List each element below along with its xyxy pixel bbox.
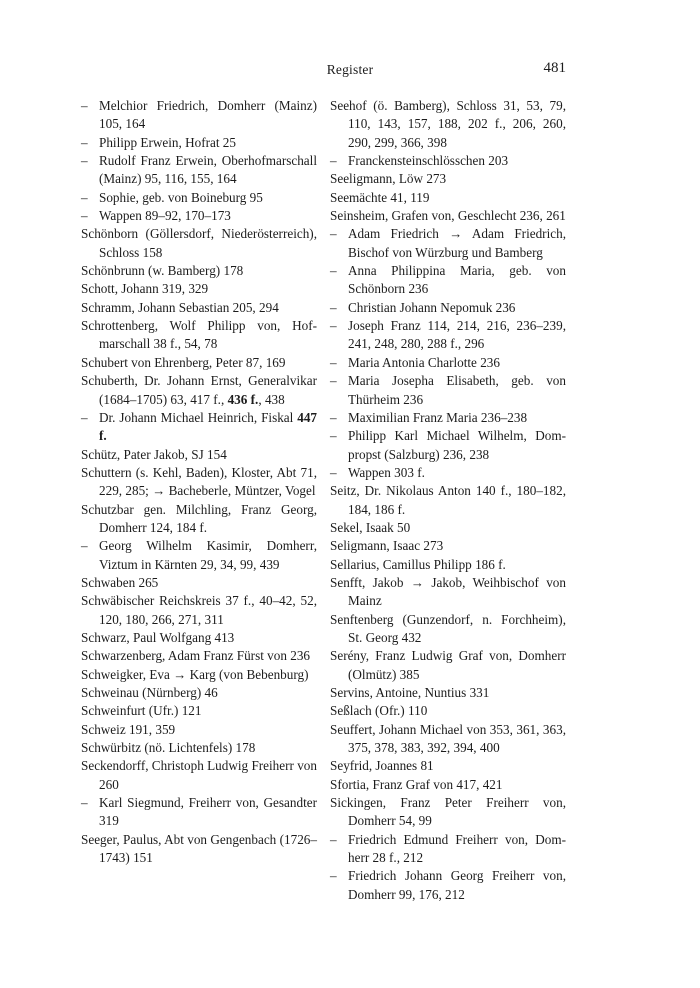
- index-subentry: [81, 409, 317, 446]
- index-entry: [330, 207, 566, 225]
- entry-text: Schwarzenberg, Adam Franz Fürst von 236: [81, 648, 311, 664]
- index-entry: [81, 262, 317, 280]
- index-entry: [81, 629, 317, 647]
- entry-text: Karl Siegmund, Freiherr von, Gesandter 319: [99, 795, 317, 829]
- subentry-dash: –: [330, 373, 337, 389]
- entry-text: Adam Friedrich → Adam Friedrich, Bischof von Würzburg und Bamberg: [348, 226, 566, 260]
- subentry-dash: –: [330, 428, 337, 444]
- running-header: Register: [326, 62, 374, 77]
- entry-text: Schramm, Johann Sebastian 205, 294: [81, 299, 279, 315]
- index-entry: [330, 189, 566, 207]
- entry-text: Christian Johann Nepomuk 236: [348, 299, 516, 315]
- entry-text: Sellarius, Camillus Philipp 186 f.: [330, 556, 506, 572]
- index-subentry: [330, 354, 566, 372]
- entry-text: Georg Wilhelm Kasimir, Domherr, Viztum in Kärnten 29, 34, 99, 439: [99, 538, 317, 572]
- entry-text: Maria Antonia Charlotte 236: [348, 354, 500, 370]
- entry-main-reference: 447 f.: [99, 409, 317, 444]
- index-entry: [81, 446, 317, 464]
- index-entry: [330, 684, 566, 702]
- entry-text: Friedrich Edmund Freiherr von, Domherr 28 f., 212: [348, 831, 566, 866]
- index-entry: [81, 354, 317, 372]
- index-entry: [330, 794, 566, 831]
- entry-text: Servins, Antoine, Nuntius 331: [330, 685, 490, 700]
- index-subentry: [81, 97, 317, 134]
- entry-text: Seeligmann, Löw 273: [330, 171, 447, 187]
- entry-text: Schwäbischer Reichskreis 37 f., 40–42, 52, 120, 180, 266, 271, 311: [81, 593, 317, 627]
- entry-text: Maria Josepha Elisabeth, geb. von Thürheim 236: [348, 373, 566, 407]
- entry-text: Schrottenberg, Wolf Philipp von, Hofmarschall 38 f., 54, 78: [81, 318, 317, 352]
- index-subentry: [330, 427, 566, 464]
- entry-text: Schwaben 265: [81, 574, 159, 590]
- entry-text: Wappen 303 f.: [348, 464, 425, 480]
- index-subentry: [330, 867, 566, 904]
- entry-text: Seehof (ö. Bamberg), Schloss 31, 53, 79, 110, 143, 157, 188, 202 f., 206, 260, 290, 299, 366, 398: [330, 98, 566, 150]
- entry-text: Seckendorff, Christoph Ludwig Freiherr von 260: [81, 758, 317, 792]
- index-entry: [330, 702, 566, 720]
- entry-text: Schott, Johann 319, 329: [81, 281, 209, 297]
- entry-text: Sophie, geb. von Boineburg 95: [99, 189, 263, 205]
- entry-text: Schuttern (s. Kehl, Baden), Kloster, Abt 71, 229, 285; → Bacheberle, Müntzer, Vogel: [81, 464, 317, 499]
- subentry-dash: –: [81, 98, 88, 113]
- entry-text: Schubert von Ehrenberg, Peter 87, 169: [81, 354, 286, 370]
- index-entry: [330, 647, 566, 684]
- index-entry: [330, 97, 566, 152]
- entry-text: Seligmann, Isaac 273: [330, 538, 444, 554]
- index-entry: [81, 372, 317, 409]
- index-entry: [81, 225, 317, 262]
- index-column-right: [330, 97, 566, 904]
- subentry-dash: –: [81, 189, 88, 205]
- entry-text: Seßlach (Ofr.) 110: [330, 703, 428, 719]
- index-entry: [81, 721, 317, 739]
- subentry-dash: –: [330, 299, 337, 315]
- index-entry: [81, 647, 317, 665]
- index-column-left: [81, 97, 317, 867]
- subentry-dash: –: [81, 153, 88, 169]
- entry-text: Friedrich Johann Georg Freiherr von, Domherr 99, 176, 212: [348, 868, 566, 902]
- index-entry: [81, 574, 317, 592]
- entry-text: Joseph Franz 114, 214, 216, 236–239, 241, 248, 280, 288 f., 296: [348, 318, 566, 352]
- index-subentry: [81, 537, 317, 574]
- entry-text: Seemächte 41, 119: [330, 189, 430, 205]
- entry-text: Serény, Franz Ludwig Graf von, Domherr (Olmütz) 385: [330, 648, 566, 682]
- entry-text: Schweiz 191, 359: [81, 721, 176, 737]
- entry-text: Franckensteinschlösschen 203: [348, 153, 509, 169]
- entry-text: Maximilian Franz Maria 236–238: [348, 409, 528, 425]
- entry-text: Wappen 89–92, 170–173: [99, 208, 231, 224]
- entry-text: Senfft, Jakob → Jakob, Weihbischof von Mainz: [330, 574, 566, 609]
- index-subentry: [330, 317, 566, 354]
- entry-text: Seitz, Dr. Nikolaus Anton 140 f., 180–182, 184, 186 f.: [330, 483, 566, 517]
- index-entry: [330, 721, 566, 758]
- subentry-dash: –: [81, 409, 88, 425]
- entry-text: Seinsheim, Grafen von, Geschlecht 236, 261: [330, 208, 566, 224]
- index-subentry: [81, 152, 317, 189]
- index-entry: [81, 757, 317, 794]
- index-entry: [330, 537, 566, 555]
- entry-text: Schütz, Pater Jakob, SJ 154: [81, 446, 227, 462]
- index-subentry: [330, 831, 566, 868]
- index-subentry: [330, 464, 566, 482]
- index-subentry: [81, 134, 317, 152]
- entry-text: Seyfrid, Joannes 81: [330, 758, 434, 774]
- subentry-dash: –: [330, 153, 337, 169]
- index-entry: [81, 831, 317, 868]
- index-entry: [81, 739, 317, 757]
- entry-text: Schutzbar gen. Milchling, Franz Georg, Domherr 124, 184 f.: [81, 501, 317, 535]
- subentry-dash: –: [81, 795, 88, 811]
- index-entry: [81, 317, 317, 354]
- entry-text: Schuberth, Dr. Johann Ernst, Generalvikar (1684–1705) 63, 417 f.,: [81, 373, 317, 407]
- entry-text: Schweigker, Eva → Karg (von Bebenburg): [81, 666, 309, 682]
- index-entry: [330, 776, 566, 794]
- subentry-dash: –: [330, 318, 337, 334]
- index-subentry: [81, 189, 317, 207]
- index-entry: [330, 757, 566, 775]
- index-entry: [330, 556, 566, 574]
- entry-text: Schwürbitz (nö. Lichtenfels) 178: [81, 740, 256, 756]
- index-entry: [330, 482, 566, 519]
- index-subentry: [81, 794, 317, 831]
- subentry-dash: –: [330, 831, 337, 847]
- index-entry: [81, 299, 317, 317]
- entry-text: Sekel, Isaak 50: [330, 519, 411, 535]
- page-number: 481: [543, 60, 566, 76]
- entry-text-after: , 438: [258, 391, 285, 407]
- index-entry: [330, 170, 566, 188]
- entry-text: Schweinau (Nürnberg) 46: [81, 685, 218, 700]
- subentry-dash: –: [330, 263, 337, 279]
- entry-text: Sickingen, Franz Peter Freiherr von, Domherr 54, 99: [330, 795, 566, 829]
- index-subentry: [330, 262, 566, 299]
- entry-text: Philipp Karl Michael Wilhelm, Dompropst (Salzburg) 236, 238: [348, 428, 566, 462]
- index-subentry: [330, 409, 566, 427]
- entry-text: Seuffert, Johann Michael von 353, 361, 363, 375, 378, 383, 392, 394, 400: [330, 721, 566, 756]
- subentry-dash: –: [330, 354, 337, 370]
- index-entry: [330, 574, 566, 611]
- entry-main-reference: 436 f.: [227, 391, 259, 407]
- entry-text: Schweinfurt (Ufr.) 121: [81, 703, 202, 719]
- index-entry: [330, 611, 566, 648]
- subentry-dash: –: [330, 868, 337, 884]
- index-subentry: [330, 299, 566, 317]
- index-subentry: [330, 152, 566, 170]
- subentry-dash: –: [330, 464, 337, 480]
- entry-text: Rudolf Franz Erwein, Oberhofmarschall (Mainz) 95, 116, 155, 164: [99, 153, 317, 187]
- entry-text: Senftenberg (Gunzendorf, n. Forchheim), St. Georg 432: [330, 611, 566, 645]
- index-subentry: [330, 225, 566, 262]
- entry-text: Schwarz, Paul Wolfgang 413: [81, 629, 235, 645]
- subentry-dash: –: [81, 134, 88, 150]
- entry-text: Schönborn (Göllersdorf, Niederösterreich), Schloss 158: [81, 226, 317, 260]
- index-subentry: [330, 372, 566, 409]
- index-entry: [81, 592, 317, 629]
- index-subentry: [81, 207, 317, 225]
- subentry-dash: –: [81, 538, 88, 554]
- index-entry: [81, 501, 317, 538]
- index-entry: [81, 684, 317, 702]
- entry-text: Dr. Johann Michael Heinrich, Fiskal: [99, 409, 298, 425]
- entry-text: Schönbrunn (w. Bamberg) 178: [81, 263, 244, 279]
- entry-text: Anna Philippina Maria, geb. von Schönborn 236: [348, 263, 566, 297]
- entry-text: Philipp Erwein, Hofrat 25: [99, 134, 236, 150]
- entry-text: Seeger, Paulus, Abt von Gengenbach (1726–1743) 151: [81, 831, 317, 866]
- index-entry: [81, 702, 317, 720]
- index-entry: [81, 280, 317, 298]
- index-entry: [330, 519, 566, 537]
- index-entry: [81, 666, 317, 684]
- subentry-dash: –: [330, 226, 337, 242]
- index-entry: [81, 464, 317, 501]
- subentry-dash: –: [330, 409, 337, 425]
- subentry-dash: –: [81, 208, 88, 224]
- entry-text: Melchior Friedrich, Domherr (Mainz) 105, 164: [99, 98, 317, 132]
- entry-text: Sfortia, Franz Graf von 417, 421: [330, 776, 503, 792]
